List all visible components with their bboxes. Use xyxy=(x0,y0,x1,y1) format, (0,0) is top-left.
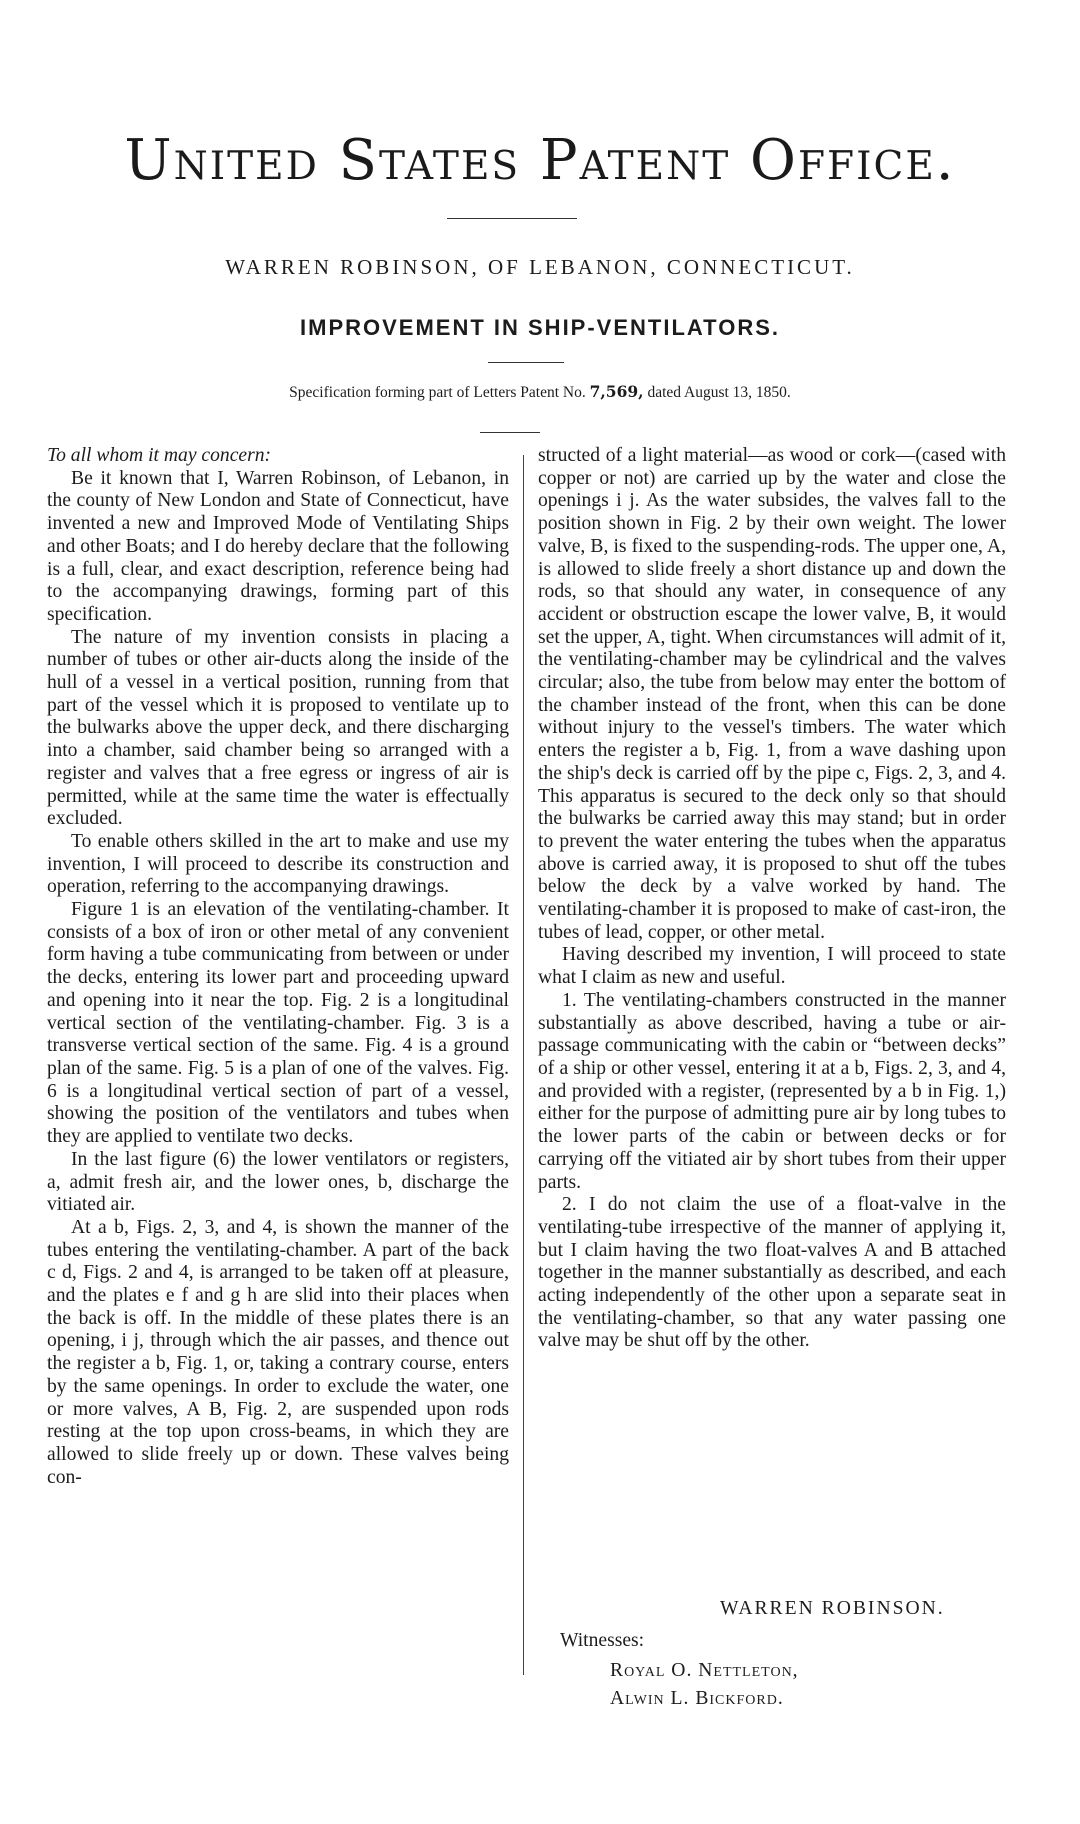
spec-date: dated August 13, 1850. xyxy=(647,384,791,401)
invention-title: IMPROVEMENT IN SHIP-VENTILATORS. xyxy=(300,315,780,340)
paragraph: Be it known that I, Warren Robinson, of Lebanon, in the county of New London and State of Connecticut, have invented a new and Improved Mode of Ventilating Ships and other Boats; and I do hereby declare that the following is a full, clear, and exact description, reference being had to the accompanying drawings, forming part of this specification. xyxy=(47,467,509,625)
paragraph: structed of a light material—as wood or cork—(cased with copper or not) are carried up by the water and close the openings i j. As the water subsides, the valves fall to the position shown in Fig. 2 by their own weight. The lower valve, B, is fixed to the suspending-rods. The upper one, A, is allowed to slide freely a short distance up and down the rods, so that should any water, in consequence of any accident or obstruction escape the lower valve, B, it would set the upper, A, tight. When circumstances will admit of it, the ventilating-chamber may be cylindrical and the valves circular; also, the tube from below may enter the bottom of the chamber instead of the front, when this can be done without injury to the vessel's timbers. The water which enters the register a b, Fig. 1, from a wave dashing upon the ship's deck is carried off by the pipe c, Figs. 2, 3, and 4. This apparatus is secured to the deck only so that should the bulwarks be carried away this may stand; but in order to prevent the water entering the tubes when the apparatus above is carried away, it is proposed to shut off the tubes below the deck by a valve worked by hand. The ventilating-chamber it is proposed to make of cast-iron, the tubes of lead, copper, or other metal. xyxy=(538,445,1006,943)
inventor-line: WARREN ROBINSON, OF LEBANON, CONNECTICUT. xyxy=(225,255,855,279)
spec-prefix: Specification forming part of Letters Patent No. xyxy=(289,384,586,401)
paragraph: The nature of my invention consists in placing a number of tubes or other air-ducts along the inside of the hull of a vessel in a vertical position, running from that part of the vessel which it is proposed to ventilate up to the bulwarks above the upper deck, and there discharging into a chamber, said chamber being so arranged with a register and valves that a free egress or ingress of air is permitted, while at the same time the water is effectually excluded. xyxy=(47,626,509,830)
right-column xyxy=(538,445,1006,1353)
patent-number: 7,569, xyxy=(589,382,644,401)
spec-rule xyxy=(480,432,540,433)
title-rule xyxy=(447,218,577,219)
salutation: To all whom it may concern: xyxy=(47,445,272,466)
office-title: United States Patent Office. xyxy=(124,128,956,193)
paragraph: Figure 1 is an elevation of the ventilating-chamber. It consists of a box of iron or other metal of any convenient form having a tube communicating from between or under the decks, entering its lower part and proceeding upward and opening into it near the top. Fig. 2 is a longitudinal vertical section of the ventilating-chamber. Fig. 3 is a transverse vertical section of the same. Fig. 4 is a ground plan of the same. Fig. 5 is a plan of one of the valves. Fig. 6 is a longitudinal vertical section of part of a vessel, showing the position of the ventilators and tubes when they are applied to ventilate two decks. xyxy=(47,899,509,1148)
witnesses-label: Witnesses: xyxy=(560,1630,645,1651)
specification-line xyxy=(0,382,1080,402)
paragraph: In the last figure (6) the lower ventilators or registers, a, admit fresh air, and the lower ones, b, discharge the vitiated air. xyxy=(47,1148,509,1216)
column-divider xyxy=(523,455,524,1675)
invention-rule xyxy=(488,362,564,363)
paragraph: At a b, Figs. 2, 3, and 4, is shown the manner of the tubes entering the ventilating-chamber. A part of the back c d, Figs. 2 and 4, is arranged to be taken off at pleasure, and the plates e f and g h are slid into their places when the back is off. In the middle of these plates there is an opening, i j, through which the air passes, and thence out the register a b, Fig. 1, or, taking a contrary course, enters by the same openings. In order to exclude the water, one or more valves, A B, Fig. 2, are suspended upon rods resting at the top upon cross-beams, in which they are allowed to slide freely up or down. These valves being con- xyxy=(47,1216,509,1488)
left-column xyxy=(47,445,509,1489)
witness-name: Royal O. Nettleton, xyxy=(610,1660,799,1681)
paragraph: To enable others skilled in the art to make and use my invention, I will proceed to describe its construction and operation, referring to the accompanying drawings. xyxy=(47,830,509,898)
claim-1: 1. The ventilating-chambers constructed in the manner substantially as above described, having a tube or air-passage communicating with the cabin or “between decks” of a ship or other vessel, entering it at a b, Figs. 2, 3, and 4, and provided with a register, (represented by a b in Fig. 1,) either for the purpose of admitting pure air by long tubes to the lower parts of the cabin or between decks or for carrying off the vitiated air by short tubes from their upper parts. xyxy=(538,989,1006,1193)
paragraph: Having described my invention, I will proceed to state what I claim as new and useful. xyxy=(538,944,1006,989)
inventor-signature: WARREN ROBINSON. xyxy=(720,1598,945,1619)
claim-2: 2. I do not claim the use of a float-valve in the ventilating-tube irrespective of the manner of applying it, but I claim having the two float-valves A and B attached together in the manner substantially as described, and each acting independently of the other upon a separate seat in the ventilating-chamber, so that any water passing one valve may be shut off by the other. xyxy=(538,1194,1006,1352)
witness-name: Alwin L. Bickford. xyxy=(610,1688,784,1709)
